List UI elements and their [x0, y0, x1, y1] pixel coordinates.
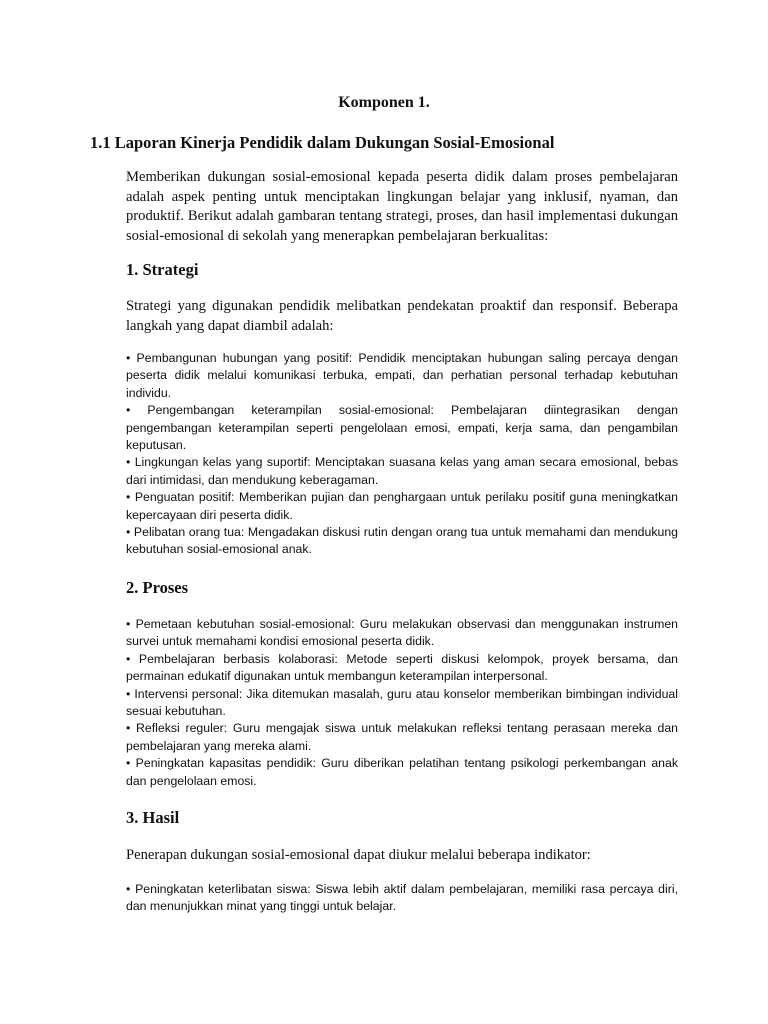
list-item-text: Penguatan positif: Memberikan pujian dan penghargaan untuk perilaku positif guna meningkatkan kepercayaan diri peserta didik.	[126, 490, 678, 522]
bullet-symbol: •	[126, 882, 131, 896]
list-item	[126, 651, 678, 686]
bullet-symbol: •	[126, 721, 131, 736]
list-item-text: Intervensi personal: Jika ditemukan masalah, guru atau konselor memberikan bimbingan individual sesuai kebutuhan.	[126, 686, 678, 719]
bullet-symbol: •	[126, 617, 131, 631]
intro-block	[126, 168, 678, 246]
proses-heading: 2. Proses	[126, 578, 189, 597]
bullet-symbol: •	[126, 351, 131, 365]
bullet-symbol: •	[126, 455, 131, 470]
list-item-text: Peningkatan keterlibatan siswa: Siswa lebih aktif dalam pembelajaran, memiliki rasa percaya diri, dan menunjukkan minat yang tinggi untuk belajar.	[126, 882, 678, 914]
list-item	[126, 755, 678, 790]
bullet-symbol: •	[126, 756, 131, 771]
list-item-text: Peningkatan kapasitas pendidik: Guru diberikan pelatihan tentang psikologi perkembangan anak dan pengelolaan emosi.	[126, 756, 678, 788]
list-item-text: Pembelajaran berbasis kolaborasi: Metode seperti diskusi kelompok, proyek bersama, dan permainan edukatif digunakan untuk membangun keterampilan interpersonal.	[126, 651, 678, 684]
list-item-text: Pelibatan orang tua: Mengadakan diskusi rutin dengan orang tua untuk memahami dan mendukung kebutuhan sosial-emosional anak.	[126, 525, 679, 557]
proses-list-block	[126, 616, 678, 790]
proses-heading-block	[126, 578, 678, 598]
list-item-text: Pemetaan kebutuhan sosial-emosional: Guru melakukan observasi dan menggunakan instrumen survei untuk memahami kondisi emosional peserta didik.	[126, 617, 678, 649]
bullet-symbol: •	[126, 403, 131, 418]
document-title: Komponen 1.	[338, 94, 430, 111]
hasil-heading: 3. Hasil	[126, 808, 180, 827]
strategi-list-block	[126, 350, 678, 559]
strategi-intro: Strategi yang digunakan pendidik melibatkan pendekatan proaktif dan responsif. Beberapa langkah yang dapat diambil adalah:	[126, 298, 678, 334]
strategi-list	[126, 350, 678, 559]
list-item	[126, 402, 678, 454]
hasil-intro-block	[126, 846, 678, 866]
bullet-symbol: •	[126, 525, 131, 540]
list-item	[126, 616, 678, 651]
list-item-text: Refleksi reguler: Guru mengajak siswa untuk melakukan refleksi tentang perasaan mereka dan pembelajaran yang mereka alami.	[126, 721, 678, 753]
bullet-symbol: •	[126, 490, 131, 505]
intro-paragraph: Memberikan dukungan sosial-emosional kepada peserta didik dalam proses pembelajaran adalah aspek penting untuk menciptakan lingkungan belajar yang inklusif, nyaman, dan produktif. Berikut adalah gambaran tentang strategi, proses, dan hasil implementasi dukungan sosial-emosional di sekolah yang menerapkan pembelajaran berkualitas:	[126, 169, 678, 244]
list-item	[126, 720, 678, 755]
strategi-intro-block	[126, 297, 678, 336]
list-item-text: Pembangunan hubungan yang positif: Pendidik menciptakan hubungan saling percaya dengan peserta didik melalui komunikasi terbuka, empati, dan perhatian personal terhadap kebutuhan individu.	[126, 351, 678, 400]
list-item	[126, 524, 678, 559]
list-item-text: Lingkungan kelas yang suportif: Menciptakan suasana kelas yang aman secara emosional, bebas dari intimidasi, dan mendukung keberagaman.	[126, 455, 679, 487]
hasil-list	[126, 881, 678, 916]
strategi-heading: 1. Strategi	[126, 260, 199, 279]
list-item	[126, 489, 678, 524]
list-item-text: Pengembangan keterampilan sosial-emosional: Pembelajaran diintegrasikan dengan pengembangan keterampilan seperti pengelolaan emosi, empati, kerja sama, dan pengambilan keputusan.	[126, 403, 678, 453]
strategi-heading-block	[126, 260, 678, 280]
hasil-intro: Penerapan dukungan sosial-emosional dapat diukur melalui beberapa indikator:	[126, 847, 591, 863]
bullet-symbol: •	[126, 651, 131, 666]
section-heading: 1.1 Laporan Kinerja Pendidik dalam Dukungan Sosial-Emosional	[90, 133, 555, 152]
list-item	[126, 881, 678, 916]
hasil-heading-block	[126, 808, 678, 828]
bullet-symbol: •	[126, 686, 131, 701]
list-item	[126, 454, 678, 489]
list-item	[126, 350, 678, 402]
list-item	[126, 686, 678, 721]
proses-list	[126, 616, 678, 790]
hasil-list-block	[126, 881, 678, 916]
